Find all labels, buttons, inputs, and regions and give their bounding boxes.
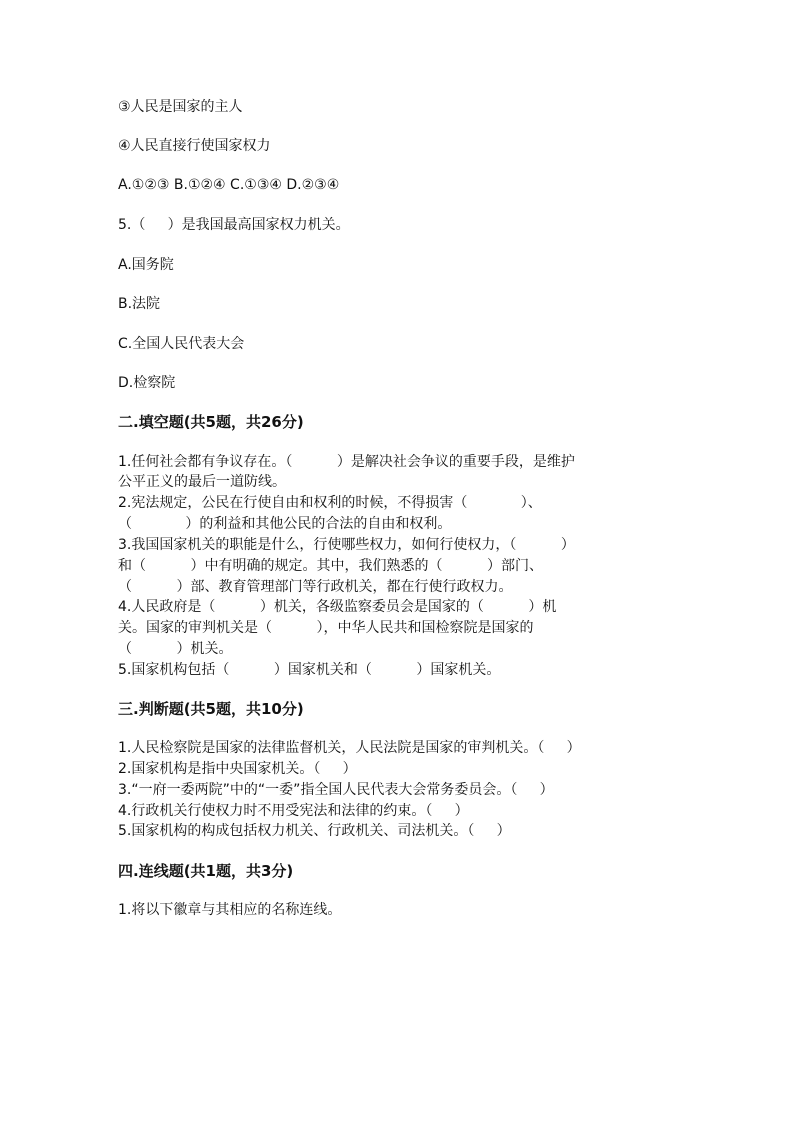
text-line: 和（ ）中有明确的规定。其中，我们熟悉的（ ）部门、 (118, 558, 544, 574)
q4-choices: A.①②③ B.①②④ C.①③④ D.②③④ (118, 177, 340, 193)
text-line: （ ）部、教育管理部门等行政机关，都在行使行政权力。 (118, 579, 513, 595)
text-line: 4.行政机关行使权力时不用受宪法和法律的约束。（ ） (118, 803, 469, 819)
q5-choice-b: B.法院 (118, 296, 161, 312)
text-line: 1.任何社会都有争议存在。（ ）是解决社会争议的重要手段，是维护 (118, 454, 575, 470)
text-line: （ ）的利益和其他公民的合法的自由和权利。 (118, 516, 452, 532)
text-line: 5.国家机构包括（ ）国家机关和（ ）国家机关。 (118, 662, 501, 678)
text-line: 1.将以下徽章与其相应的名称连线。 (118, 902, 342, 918)
section-heading-fill-blank: 二.填空题(共5题，共26分) (118, 413, 304, 431)
q5-choice-c: C.全国人民代表大会 (118, 336, 245, 352)
section-heading-judgment: 三.判断题(共5题，共10分) (118, 700, 304, 718)
option-4: ④人民直接行使国家权力 (118, 138, 271, 154)
text-line: 1.人民检察院是国家的法律监督机关，人民法院是国家的审判机关。（ ） (118, 740, 581, 756)
text-line: 公平正义的最后一道防线。 (118, 474, 286, 490)
text-line: 2.宪法规定，公民在行使自由和权利的时候，不得损害（ ）、 (118, 495, 542, 511)
q5-choice-d: D.检察院 (118, 375, 176, 391)
text-line: 5.国家机构的构成包括权力机关、行政机关、司法机关。（ ） (118, 823, 511, 839)
option-3: ③人民是国家的主人 (118, 99, 243, 115)
q5-choice-a: A.国务院 (118, 257, 174, 273)
text-line: 4.人民政府是（ ）机关，各级监察委员会是国家的（ ）机 (118, 599, 557, 615)
section-heading-matching: 四.连线题(共1题，共3分) (118, 862, 294, 880)
question-5: 5.（ ）是我国最高国家权力机关。 (118, 217, 350, 233)
text-line: 3.我国国家机关的职能是什么，行使哪些权力，如何行使权力，（ ） (118, 537, 575, 553)
text-line: 2.国家机构是指中央国家机关。（ ） (118, 761, 357, 777)
text-line: 关。国家的审判机关是（ ），中华人民共和国检察院是国家的 (118, 620, 534, 636)
text-line: 3.“一府一委两院”中的“一委”指全国人民代表大会常务委员会。（ ） (118, 782, 554, 798)
text-line: （ ）机关。 (118, 641, 233, 657)
